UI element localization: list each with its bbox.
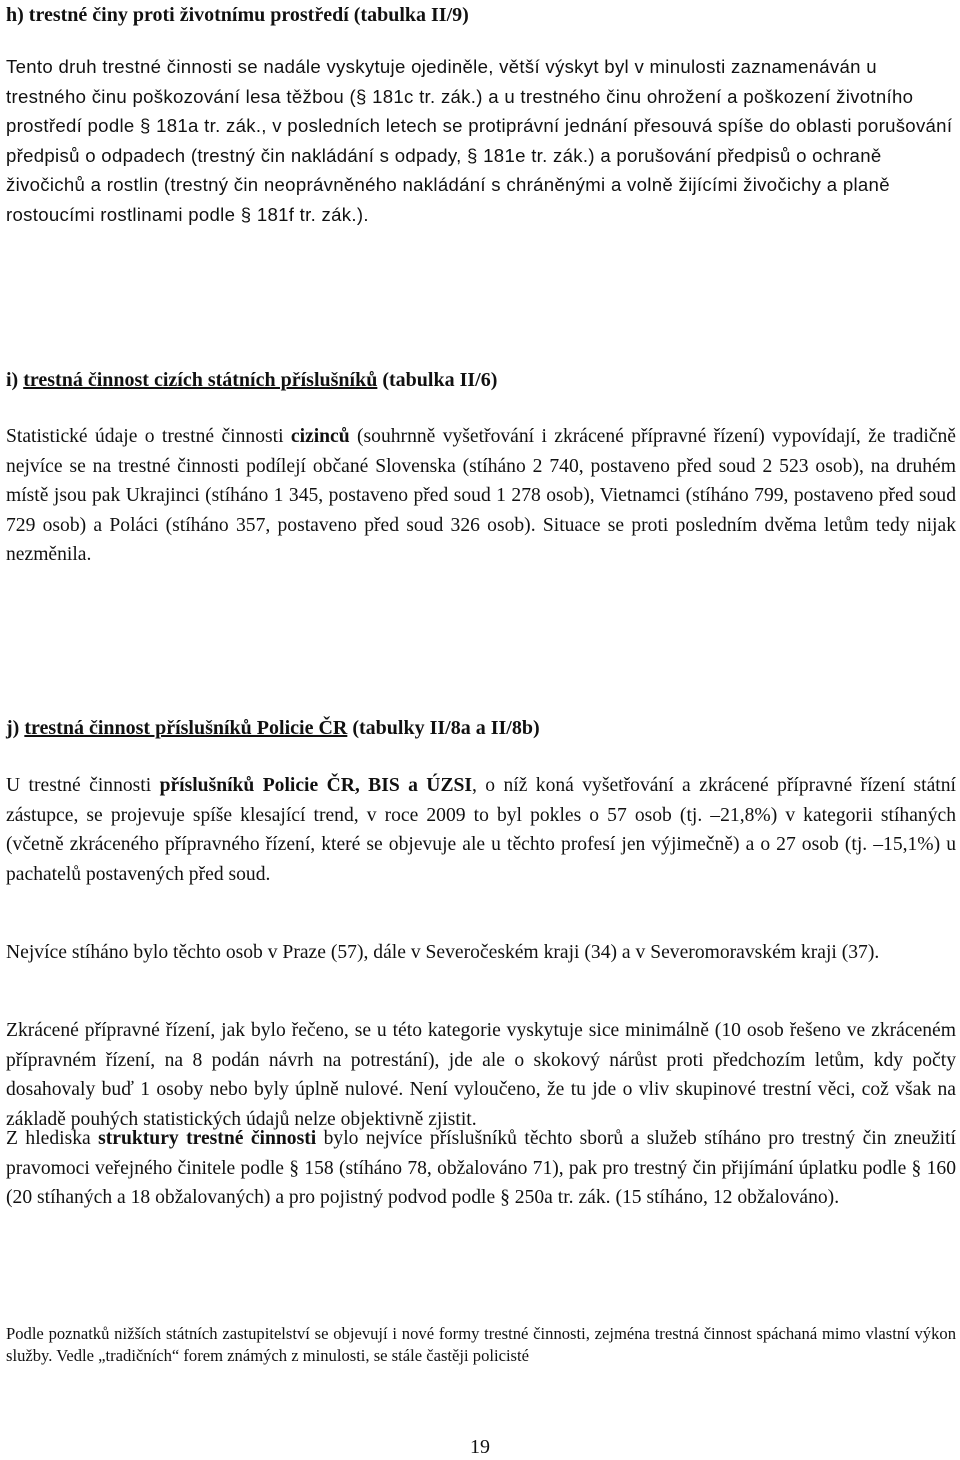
section-h-heading: h) trestné činy proti životnímu prostředí (tabulka II/9) (6, 4, 469, 26)
section-i-heading (6, 367, 956, 393)
section-i-heading-suffix: (tabulka II/6) (377, 369, 498, 391)
section-i-p-start: Statistické údaje o trestné činnosti (6, 426, 291, 447)
section-i-paragraph (6, 422, 956, 570)
section-j-p1-bold: příslušníků Policie ČR, BIS a ÚZSI (159, 775, 473, 796)
section-j-p1-start: U trestné činnosti (6, 775, 160, 796)
section-j-heading-prefix: j) (6, 717, 25, 739)
section-j-p1-rest: , o níž koná vyšetřování a zkrácené přípravné řízení státní zástupce, se projevuje spíše klesající trend, v roce 2009 to byl pokles o 57 osob (tj. –21,8%) v kategorii stíhaných (včetně zkráceného přípravného řízení, které se objevuje ale u těchto profesí jen výjimečně) a o 27 osob (tj. –15,1%) u pachatelů postavených před soud. (6, 775, 956, 885)
section-j-paragraph-2: Nejvíce stíháno bylo těchto osob v Praze (57), dále v Severočeském kraji (34) a v Severomoravském kraji (37). (6, 942, 880, 963)
section-j-paragraph-3: Zkrácené přípravné řízení, jak bylo řečeno, se u této kategorie vyskytuje sice minimálně (10 osob řešeno ve zkráceném přípravném řízení, na 8 podán návrh na potrestání), jde ale o skokový nárůst proti předchozím letům, kdy počty dosahovaly buď 1 osoby nebo byly úplně nulové. Není vyloučeno, že tu jde o vliv skupinové trestní věci, což však na základě pouhých statistických údajů nelze objektivně zjistit. (6, 1020, 956, 1130)
section-j-heading (6, 715, 956, 741)
page-number: 19 (470, 1436, 490, 1458)
section-j-heading-suffix: (tabulky II/8a a II/8b) (347, 717, 540, 739)
section-i-heading-prefix: i) (6, 369, 24, 391)
section-j-heading-underlined: trestná činnost příslušníků Policie ČR (24, 717, 348, 739)
section-i-p-rest: (souhrnně vyšetřování i zkrácené přípravné řízení) vypovídají, že tradičně nejvíce se na trestné činnosti podílejí občané Slovenska (stíháno 2 740, postaveno před soud 2 523 osob), na druhém místě jsou pak Ukrajinci (stíháno 1 345, postaveno před soud 1 278 osob), Vietnamci (stíháno 799, postaveno před soud 729 osob) a Poláci (stíháno 357, postaveno před soud 326 osob). Situace se proti posledním dvěma letům tedy nijak nezměnila. (6, 426, 956, 565)
section-h-paragraph: Tento druh trestné činnosti se nadále vyskytuje ojediněle, větší výskyt byl v minulosti zaznamenáván u trestného činu poškozování lesa těžbou (§ 181c tr. zák.) a u trestného činu ohrožení a poškození životního prostředí podle § 181a tr. zák., v posledních letech se protiprávní jednání přesouvá spíše do oblasti porušování předpisů o odpadech (trestný čin nakládání s odpady, § 181e tr. zák.) a porušování předpisů o ochraně živočichů a rostlin (trestný čin neoprávněného nakládání s chráněnými a volně žijícími živočichy a planě rostoucími rostlinami podle § 181f tr. zák.). (6, 56, 953, 225)
section-i-p-bold: cizinců (290, 426, 350, 447)
section-j-paragraph-4 (6, 1124, 956, 1213)
section-j-p4-rest: bylo nejvíce příslušníků těchto sborů a služeb stíháno pro trestný čin zneužití pravomoci veřejného činitele podle § 158 (stíháno 78, obžalováno 71), pak pro trestný čin přijímání úplatku podle § 160 (20 stíhaných a 18 obžalovaných) a pro pojistný podvod podle § 250a tr. zák. (15 stíháno, 12 obžalováno). (6, 1128, 956, 1208)
section-i-heading-underlined: trestná činnost cizích státních příslušníků (23, 369, 378, 391)
section-j-p4-start: Z hlediska (6, 1128, 99, 1149)
section-j-paragraph-5: Podle poznatků nižších státních zastupitelství se objevují i nové formy trestné činnosti, zejména trestná činnost spáchaná mimo vlastní výkon služby. Vedle „tradičních“ forem známých z minulosti, se stále častěji policisté (6, 1324, 956, 1365)
section-j-paragraph-1 (6, 771, 956, 889)
section-j-p4-bold: struktury trestné činnosti (98, 1128, 317, 1149)
